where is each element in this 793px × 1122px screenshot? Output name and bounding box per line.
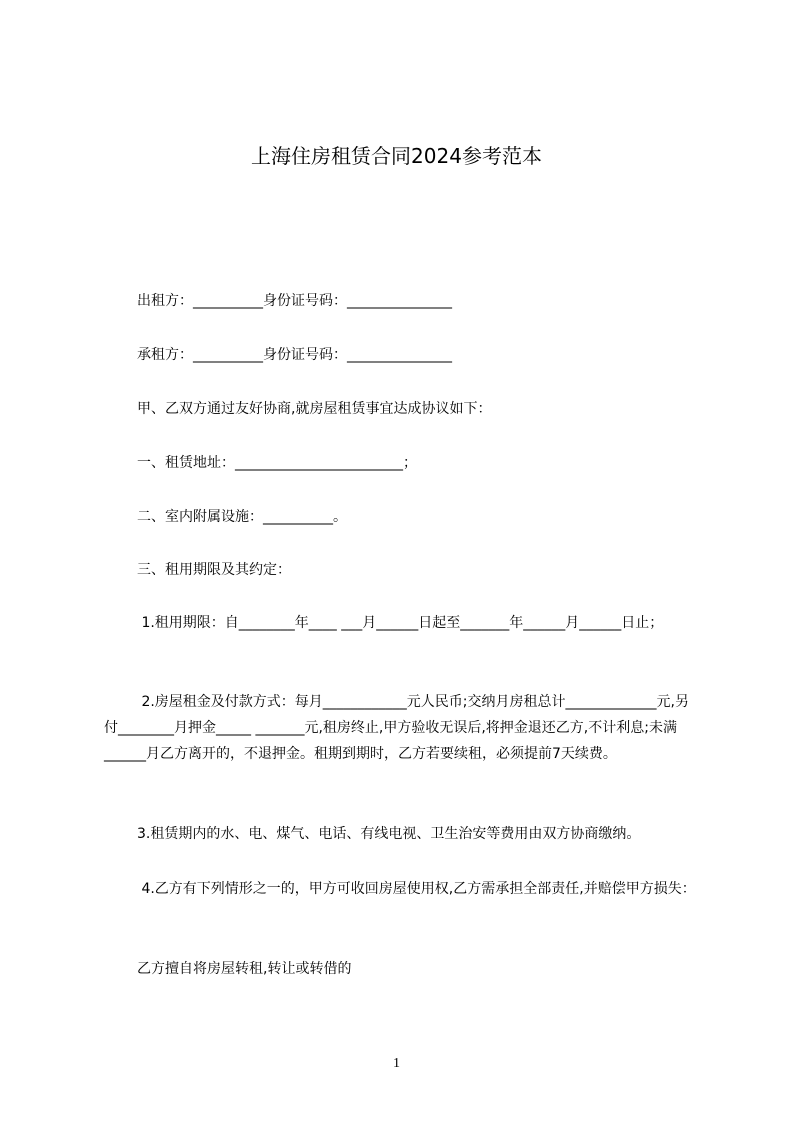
clause-1-address: 一、租赁地址：________________________； bbox=[137, 455, 417, 471]
page-number: 1 bbox=[393, 1056, 400, 1071]
clause-3-item-4-case: 乙方擅自将房屋转租,转让或转借的 bbox=[137, 961, 352, 977]
clause-3-item-4: 4.乙方有下列情形之一的，甲方可收回房屋使用权,乙方需承担全部责任,并赔偿甲方损失： bbox=[137, 881, 696, 897]
document-title: 上海住房租赁合同2024参考范本 bbox=[251, 144, 542, 168]
lessor-line: 出租方：__________身份证号码：_______________ bbox=[137, 293, 452, 309]
lessee-line: 承租方：__________身份证号码：_______________ bbox=[137, 347, 452, 363]
clause-2-facilities: 二、室内附属设施：__________。 bbox=[137, 509, 347, 525]
clause-3-item-3: 3.租赁期内的水、电、煤气、电话、有线电视、卫生治安等费用由双方协商缴纳。 bbox=[137, 826, 641, 842]
clause-3-item-1: 1.租用期限：自________年____ ___月______日起至_______年______月______日止； bbox=[137, 615, 664, 631]
clause-3-term-heading: 三、租用期限及其约定： bbox=[137, 562, 291, 578]
agreement-intro: 甲、乙双方通过友好协商,就房屋租赁事宜达成协议如下： bbox=[137, 401, 492, 417]
clause-3-item-2: 2.房屋租金及付款方式：每月____________元人民币;交纳月房租总计_____________元,另付________月押金_____ _______元,租房终止,甲方验收无误后,将押金退还乙方,不计利息;未满______月乙方离开的，不退押金。租期到期时，乙方若要续租，必须提前7天续费。 bbox=[104, 694, 689, 762]
